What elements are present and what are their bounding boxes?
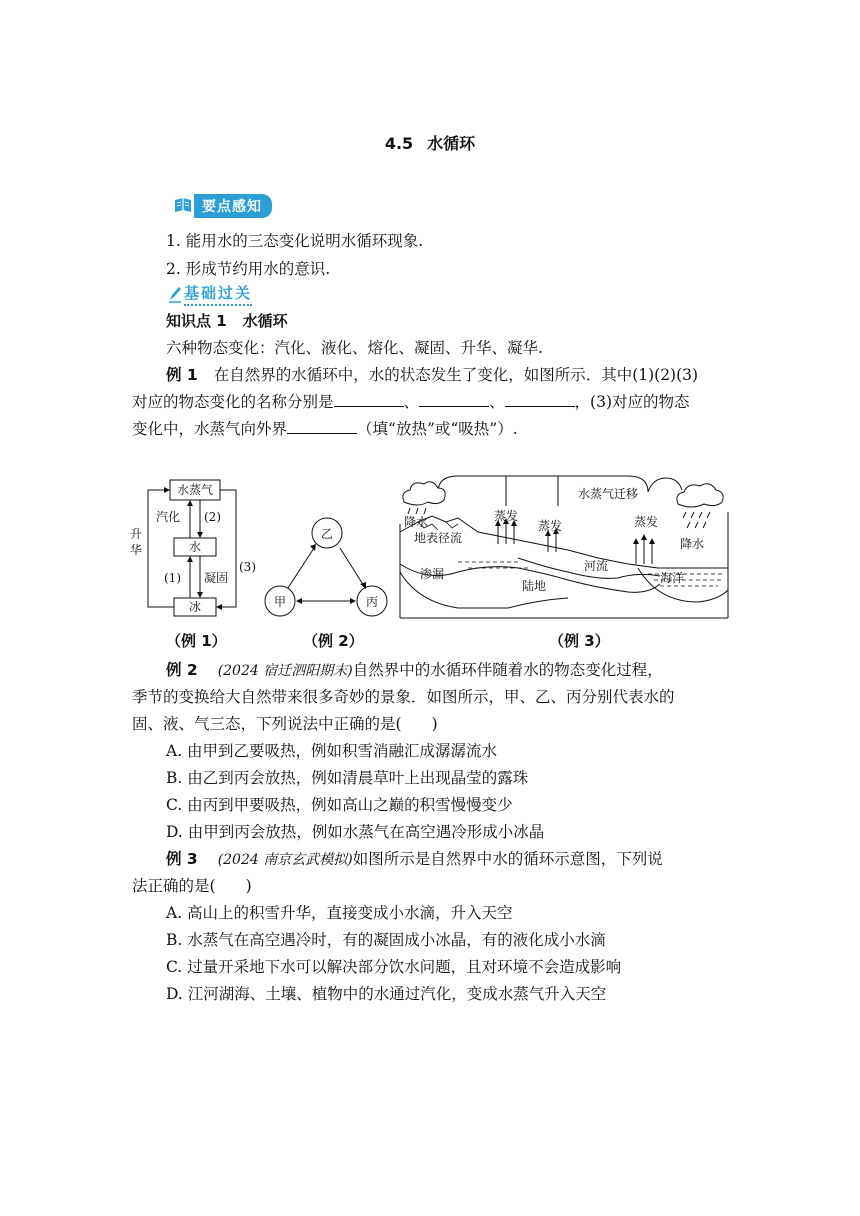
fig3-rain-right xyxy=(683,512,710,528)
fig1-caption: （例 1） xyxy=(166,632,227,650)
ex2-line3 xyxy=(132,714,438,734)
fig1-freeze-arrowhead xyxy=(197,592,203,598)
fig2-yi-label: 乙 xyxy=(320,527,334,541)
fig1-subl-label-2: 华 xyxy=(130,543,143,557)
fig3-evap-arrows xyxy=(498,522,652,564)
fig1-evap-label: 汽化 xyxy=(156,510,181,524)
fig3-evap-label-2: 蒸发 xyxy=(538,519,563,533)
ex3-text-2a: 法正确的是( xyxy=(132,877,216,895)
fig2-jia-label: 甲 xyxy=(273,595,287,609)
ex1-line3 xyxy=(132,419,518,439)
ex2-line2: 季节的变换给大自然带来很多奇妙的景象．如图所示，甲、乙、丙分别代表水的 xyxy=(132,688,675,706)
ex1-text-3a: 变化中，水蒸气向外界 xyxy=(132,420,288,438)
ex2-source: (2024 宿迁泗阳期末) xyxy=(217,663,353,679)
fig1-sublimation-line xyxy=(148,490,174,607)
fig1-deposition-arrowhead xyxy=(216,604,222,610)
fig2-caption: （例 2） xyxy=(303,632,364,650)
ex3-option-d[interactable]: D. 江河湖海、土壤、植物中的水通过汽化，变成水蒸气升入天空 xyxy=(166,985,607,1003)
fig3-evap-label-3: 蒸发 xyxy=(634,515,659,529)
fig1-sublimation-arrowhead xyxy=(164,487,170,493)
ex1-sep-2: 、 xyxy=(489,393,505,411)
ex2-text-3a: 固、液、气三态，下列说法中正确的是( xyxy=(132,715,402,733)
fig1-freeze-label: 凝固 xyxy=(204,571,229,585)
page-title xyxy=(0,131,860,154)
ex3-text-1: 如图所示是自然界中水的循环示意图，下列说 xyxy=(352,850,663,868)
ex3-option-c[interactable]: C. 过量开采地下水可以解决部分饮水问题，且对环境不会造成影响 xyxy=(166,958,622,976)
fig1-evap-arrowhead xyxy=(187,500,193,506)
ex2-option-c[interactable]: C. 由丙到甲要吸热，例如高山之巅的积雪慢慢变少 xyxy=(166,796,513,814)
fig3-river-label: 河流 xyxy=(584,559,609,573)
ex2-text-3b: ) xyxy=(431,715,438,733)
kp-label: 知识点 1 xyxy=(166,312,227,330)
ex1-label: 例 1 xyxy=(166,366,198,384)
ex2-text-1: 自然界中的水循环伴随着水的物态变化过程， xyxy=(352,661,663,679)
fig2-bing-label: 丙 xyxy=(365,595,379,609)
ex1-sep-1: 、 xyxy=(403,393,420,411)
fig3-cloud-right xyxy=(677,484,723,507)
ex1-blank-4[interactable] xyxy=(287,419,357,434)
ex1-blank-3[interactable] xyxy=(505,392,575,407)
ex2-option-b[interactable]: B. 由乙到丙会放热，例如清晨草叶上出现晶莹的露珠 xyxy=(166,769,529,787)
ex1-text-3b: （填“放热”或“吸热”）. xyxy=(357,420,518,438)
fig1-ice-label: 冰 xyxy=(188,600,202,614)
ex3-source: (2024 南京玄武模拟) xyxy=(217,852,353,868)
fig2-arrowhead-left xyxy=(296,598,302,604)
section-title-text: 水循环 xyxy=(427,134,476,153)
book-icon xyxy=(172,195,194,217)
ex2-label: 例 2 xyxy=(166,661,198,679)
ex1-text-1: 在自然界的水循环中，水的状态发生了变化，如图所示．其中(1)(2)(3) xyxy=(213,366,699,384)
ex2-option-d[interactable]: D. 由甲到丙会放热，例如水蒸气在高空遇冷形成小冰晶 xyxy=(166,823,545,841)
objective-1: 1. 能用水的三态变化说明水循环现象. xyxy=(166,232,424,250)
fig3-rain-label-right: 降水 xyxy=(680,537,705,551)
fig3-rain-label-left: 降水 xyxy=(404,515,429,529)
basics-badge xyxy=(166,282,252,306)
ex3-label: 例 3 xyxy=(166,850,198,868)
ex1-line2 xyxy=(132,392,690,412)
pencil-icon xyxy=(166,284,184,304)
fig1-cond-arrowhead xyxy=(197,532,203,538)
fig1-n1-label: (1) xyxy=(164,571,181,585)
ex2-option-a[interactable]: A. 由甲到乙要吸热，例如积雪消融汇成潺潺流水 xyxy=(166,742,498,760)
ex1-line1 xyxy=(166,365,698,385)
knowledge-point-heading xyxy=(166,311,288,331)
ex1-text-2b: ，(3)对应的物态 xyxy=(574,393,690,411)
fig3-ocean-label: 海洋 xyxy=(660,571,685,585)
intro-text: 六种物态变化：汽化、液化、熔化、凝固、升华、凝华. xyxy=(166,339,543,357)
fig1-melt-arrowhead xyxy=(187,556,193,562)
fig1-state-diagram xyxy=(126,476,266,624)
fig1-water-label: 水 xyxy=(188,540,202,554)
fig3-rain-left xyxy=(408,508,426,514)
fig3-caption: （例 3） xyxy=(549,632,610,650)
ex3-line1 xyxy=(166,849,663,870)
ex1-text-2a: 对应的物态变化的名称分别是 xyxy=(132,393,334,411)
section-number: 4.5 xyxy=(384,134,414,153)
fig2-jia-yi-arrow xyxy=(288,548,314,588)
fig3-land-label: 陆地 xyxy=(522,579,547,593)
ex1-blank-1[interactable] xyxy=(334,392,404,407)
ex3-option-b[interactable]: B. 水蒸气在高空遇冷时，有的凝固成小冰晶，有的液化成小水滴 xyxy=(166,931,606,949)
fig1-deposition-line xyxy=(220,490,236,607)
key-points-label: 要点感知 xyxy=(194,194,272,218)
fig1-n2-label: (2) xyxy=(204,510,221,524)
kp-name: 水循环 xyxy=(242,312,288,330)
fig3-transport-label: 水蒸气迁移 xyxy=(578,487,639,501)
ex3-option-a[interactable]: A. 高山上的积雪升华，直接变成小水滴，升入天空 xyxy=(166,904,513,922)
ex1-blank-2[interactable] xyxy=(419,392,489,407)
objective-2: 2. 形成节约用水的意识. xyxy=(166,260,331,278)
fig1-subl-label-1: 升 xyxy=(130,527,143,541)
fig1-n3-label: (3) xyxy=(239,560,256,574)
fig3-seep-label: 渗漏 xyxy=(420,567,445,581)
fig2-yi-bing-arrowhead xyxy=(360,582,366,589)
fig2-triangle-diagram xyxy=(258,510,394,620)
fig3-runoff-label: 地表径流 xyxy=(414,531,463,545)
ex3-line2 xyxy=(132,876,252,896)
key-points-badge xyxy=(172,194,272,218)
fig1-vapor-label: 水蒸气 xyxy=(176,483,214,497)
basics-label: 基础过关 xyxy=(184,282,252,306)
fig3-water-cycle-scene xyxy=(398,472,730,622)
fig2-arrowhead-right xyxy=(350,598,356,604)
fig3-transport-arc-right xyxy=(648,478,682,492)
ex3-text-2b: ) xyxy=(245,877,252,895)
fig3-evap-label-1: 蒸发 xyxy=(494,509,519,523)
fig2-yi-bing-arrow xyxy=(340,548,364,586)
ex2-line1 xyxy=(166,660,663,681)
